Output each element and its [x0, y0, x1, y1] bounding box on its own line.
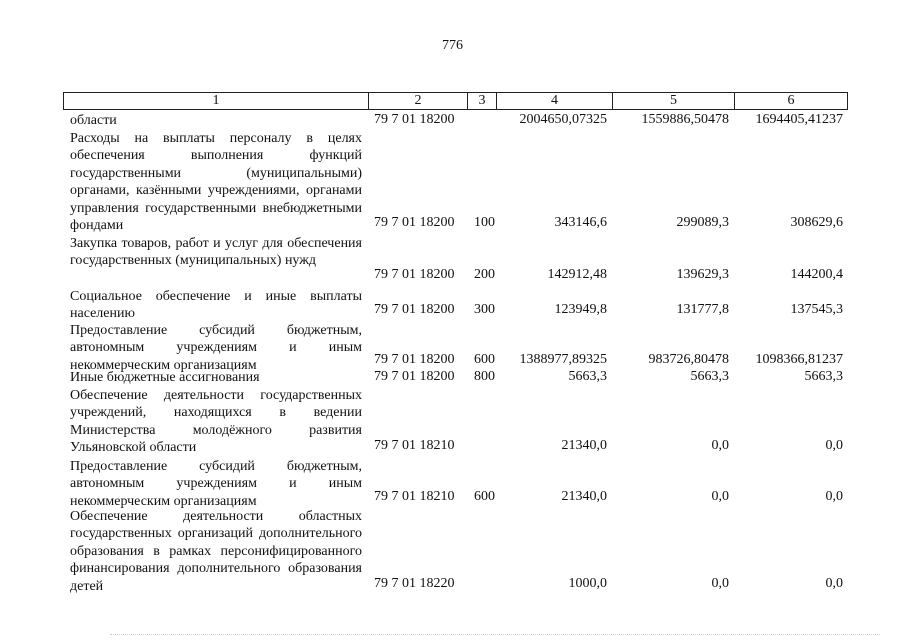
row-code: 79 7 01 18200 [374, 215, 455, 230]
row-value-4: 1388977,89325 [519, 352, 607, 367]
row-value-4: 2004650,07325 [519, 112, 607, 127]
row-description: Обеспечение деятельности областных государственных организаций дополнительного образования в рамках персонифицированного финансирования дополнительного образования детей [70, 509, 362, 594]
row-description: Предоставление субсидий бюджетным, автономным учреждениям и иным некоммерческим организациям [70, 459, 362, 509]
row-value-5: 139629,3 [676, 267, 729, 282]
row-value-5: 0,0 [711, 438, 729, 453]
row-value-6: 137545,3 [790, 302, 843, 317]
column-header-4: 4 [497, 93, 613, 109]
row-value-4: 21340,0 [561, 489, 607, 504]
row-expense-type: 300 [474, 302, 495, 317]
row-value-5: 0,0 [711, 576, 729, 591]
page-number: 776 [442, 38, 463, 53]
row-value-5: 299089,3 [676, 215, 729, 230]
row-value-6: 144200,4 [790, 267, 843, 282]
column-header-3: 3 [468, 93, 497, 109]
row-code: 79 7 01 18210 [374, 438, 455, 453]
row-value-4: 1000,0 [568, 576, 607, 591]
row-description: Расходы на выплаты персоналу в целях обеспечения выполнения функций государственными (муниципальными) органами, казёнными учреждениями, органами управления государственными внебюджетными фондами [70, 131, 362, 234]
row-value-5: 983726,80478 [648, 352, 729, 367]
column-header-5: 5 [613, 93, 735, 109]
row-value-6: 0,0 [825, 489, 843, 504]
row-code: 79 7 01 18200 [374, 112, 455, 127]
column-header-6: 6 [787, 93, 795, 108]
row-description: области [70, 113, 117, 128]
row-value-6: 1098366,81237 [755, 352, 843, 367]
row-code: 79 7 01 18200 [374, 267, 455, 282]
row-expense-type: 600 [474, 352, 495, 367]
row-description: Обеспечение деятельности государственных учреждений, находящихся в ведении Министерства молодёжного развития Ульяновской области [70, 388, 362, 456]
row-value-4: 142912,48 [547, 267, 607, 282]
row-value-6: 308629,6 [790, 215, 843, 230]
row-expense-type: 100 [474, 215, 495, 230]
row-description: Социальное обеспечение и иные выплаты населению [70, 289, 362, 322]
scan-artifact-line [110, 634, 880, 636]
row-value-5: 0,0 [711, 489, 729, 504]
row-description: Предоставление субсидий бюджетным, автономным учреждениям и иным некоммерческим организациям [70, 323, 362, 373]
row-value-6: 1694405,41237 [755, 112, 843, 127]
row-value-5: 131777,8 [676, 302, 729, 317]
row-code: 79 7 01 18210 [374, 489, 455, 504]
row-expense-type: 600 [474, 489, 495, 504]
row-value-4: 5663,3 [568, 369, 607, 384]
row-expense-type: 800 [474, 369, 495, 384]
row-value-5: 5663,3 [690, 369, 729, 384]
row-value-4: 123949,8 [554, 302, 607, 317]
row-code: 79 7 01 18200 [374, 352, 455, 367]
row-code: 79 7 01 18200 [374, 302, 455, 317]
column-header-2: 2 [369, 93, 468, 109]
row-value-6: 0,0 [825, 576, 843, 591]
row-code: 79 7 01 18220 [374, 576, 455, 591]
row-expense-type: 200 [474, 267, 495, 282]
row-description: Закупка товаров, работ и услуг для обеспечения государственных (муниципальных) нужд [70, 236, 362, 269]
row-code: 79 7 01 18200 [374, 369, 455, 384]
row-value-6: 0,0 [825, 438, 843, 453]
row-value-5: 1559886,50478 [641, 112, 729, 127]
row-value-6: 5663,3 [804, 369, 843, 384]
row-value-4: 21340,0 [561, 438, 607, 453]
row-value-4: 343146,6 [554, 215, 607, 230]
row-description: Иные бюджетные ассигнования [70, 370, 260, 385]
column-header-1: 1 [64, 93, 369, 109]
